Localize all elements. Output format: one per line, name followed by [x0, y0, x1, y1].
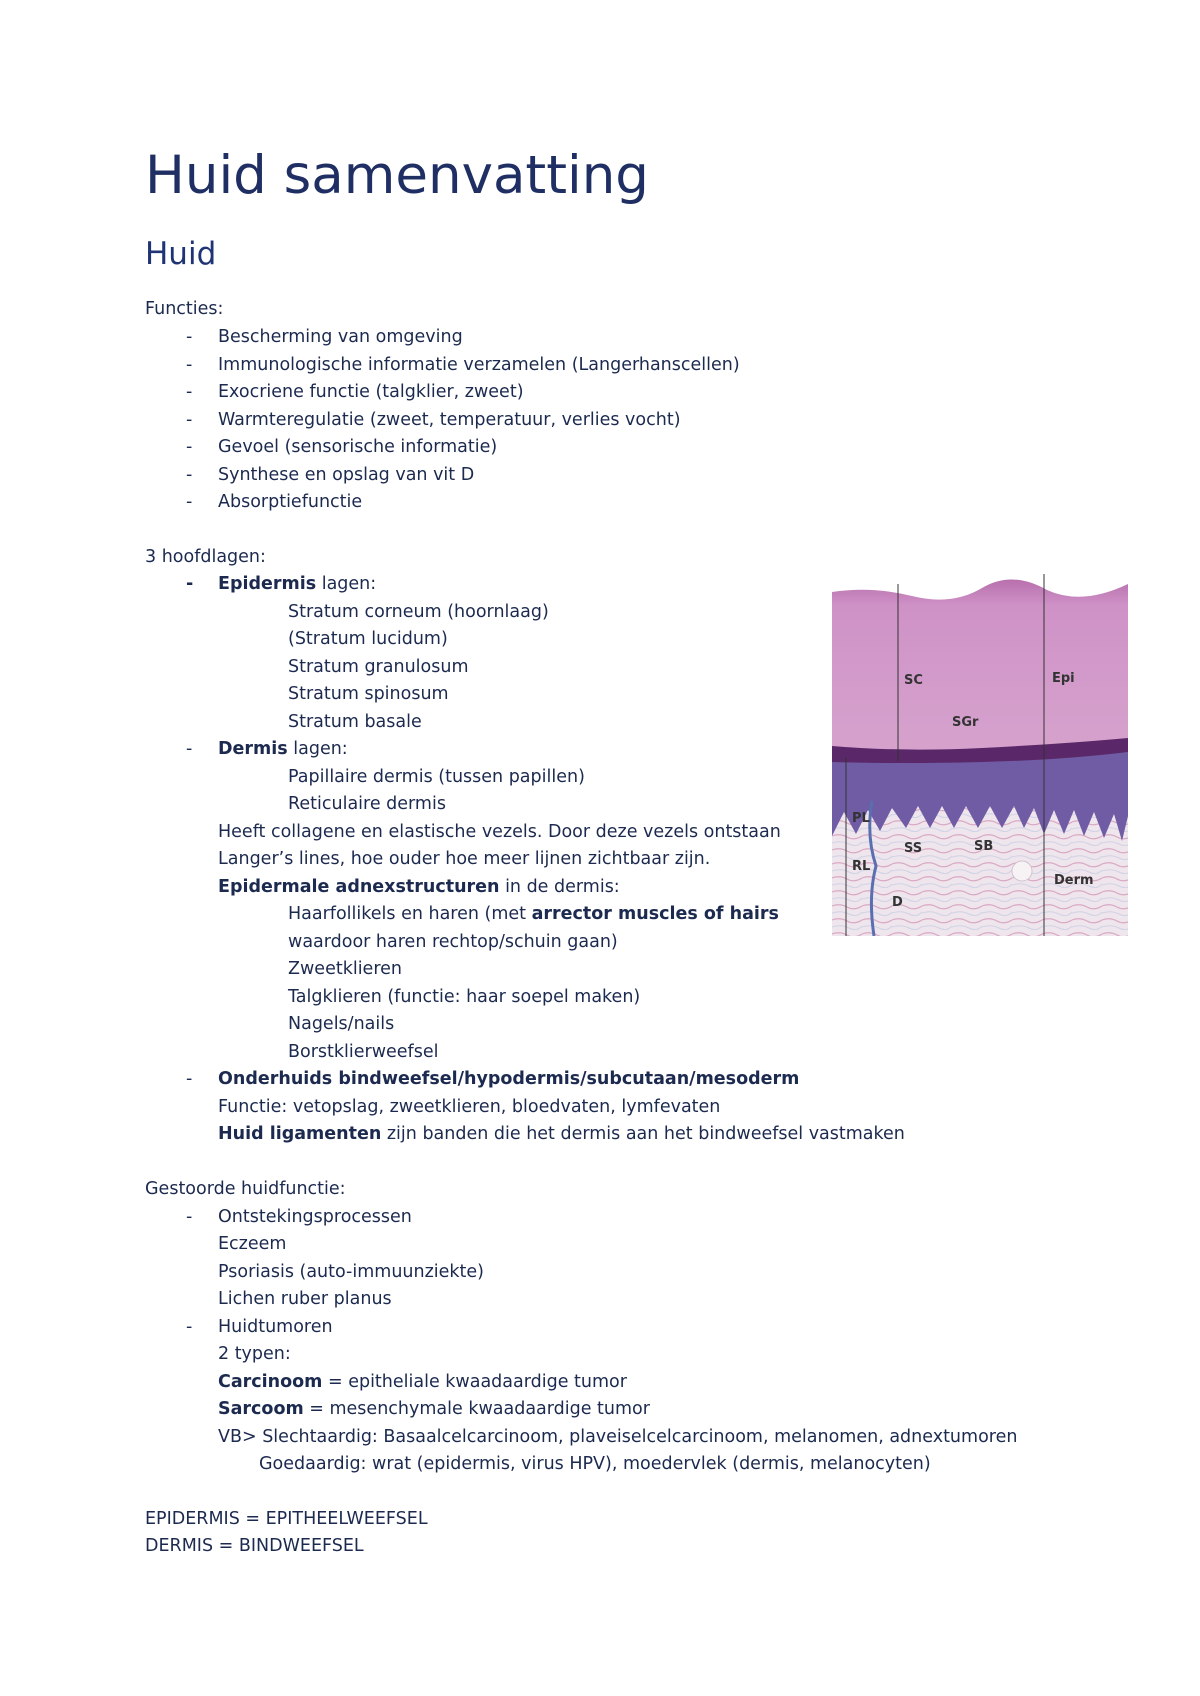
list-item: (Stratum lucidum) [288, 629, 448, 649]
gestoord-label: Gestoorde huidfunctie: [145, 1179, 346, 1199]
sarcoom-line [218, 1398, 650, 1420]
ligamenten-term: Huid ligamenten [218, 1124, 382, 1144]
summary-line: EPIDERMIS = EPITHEELWEEFSEL [145, 1509, 428, 1529]
document-title: Huid samenvatting [145, 145, 649, 206]
label-rl: RL [852, 859, 871, 874]
list-item: Stratum basale [288, 712, 422, 732]
onderhuid-functie: Functie: vetopslag, zweetklieren, bloedvaten, lymfevaten [218, 1097, 721, 1117]
skin-histology-image [832, 566, 1128, 936]
dermis-term: Dermis [218, 739, 288, 759]
list-item: Stratum spinosum [288, 684, 449, 704]
sarcoom-term: Sarcoom [218, 1399, 304, 1419]
list-item: Huidtumoren [218, 1317, 333, 1337]
adnex-term: Epidermale adnexstructuren [218, 877, 500, 897]
list-bullet: - [186, 437, 193, 457]
list-bullet: - [186, 355, 193, 375]
histology-svg [832, 566, 1128, 936]
lagen-label: 3 hoofdlagen: [145, 547, 266, 567]
label-pl: PL [852, 811, 870, 826]
label-ss: SS [904, 841, 923, 856]
list-bullet: - [186, 1317, 193, 1337]
list-item: Bescherming van omgeving [218, 327, 463, 347]
epidermis-rest: lagen: [316, 574, 377, 594]
list-bullet: - [186, 574, 194, 594]
list-item: Stratum corneum (hoornlaag) [288, 602, 549, 622]
ligamenten-rest: zijn banden die het dermis aan het bindweefsel vastmaken [381, 1124, 905, 1144]
list-bullet: - [186, 327, 193, 347]
list-bullet: - [186, 492, 193, 512]
carcinoom-term: Carcinoom [218, 1372, 323, 1392]
list-bullet: - [186, 739, 193, 759]
sarcoom-rest: = mesenchymale kwaadaardige tumor [303, 1399, 650, 1419]
dermis-text-1: Heeft collagene en elastische vezels. Door deze vezels ontstaan [218, 822, 781, 842]
label-sb: SB [974, 839, 994, 854]
adnex-heading [218, 876, 620, 898]
list-bullet: - [186, 1069, 193, 1089]
dermis-text-2: Langer’s lines, hoe ouder hoe meer lijnen zichtbaar zijn. [218, 849, 711, 869]
ligamenten-line [218, 1123, 905, 1145]
vb-line-2: Goedaardig: wrat (epidermis, virus HPV), moedervlek (dermis, melanocyten) [259, 1454, 931, 1474]
list-item: Warmteregulatie (zweet, temperatuur, verlies vocht) [218, 410, 681, 430]
list-item: Gevoel (sensorische informatie) [218, 437, 498, 457]
list-item: Lichen ruber planus [218, 1289, 392, 1309]
list-item: Exocriene functie (talgklier, zweet) [218, 382, 524, 402]
list-item: Borstklierweefsel [288, 1042, 439, 1062]
adnex-item-1-pre: Haarfollikels en haren (met [288, 904, 532, 924]
functies-label: Functies: [145, 299, 224, 319]
label-sgr: SGr [952, 715, 979, 730]
list-item: Psoriasis (auto-immuunziekte) [218, 1262, 484, 1282]
adnex-rest: in de dermis: [499, 877, 620, 897]
list-item: Reticulaire dermis [288, 794, 446, 814]
stratum-corneum-region [832, 579, 1128, 756]
summary-line: DERMIS = BINDWEEFSEL [145, 1536, 364, 1556]
label-d: D [892, 895, 903, 910]
list-item: Immunologische informatie verzamelen (Langerhanscellen) [218, 355, 740, 375]
arrector-term: arrector muscles of hairs [531, 904, 779, 924]
adnex-item-1 [288, 903, 779, 925]
list-item: Ontstekingsprocessen [218, 1207, 412, 1227]
vb-line-1: VB> Slechtaardig: Basaalcelcarcinoom, plaveiselcelcarcinoom, melanomen, adnextumoren [218, 1427, 1018, 1447]
list-item: Nagels/nails [288, 1014, 395, 1034]
list-bullet: - [186, 410, 193, 430]
list-item: Stratum granulosum [288, 657, 469, 677]
list-item: Eczeem [218, 1234, 287, 1254]
list-item: Zweetklieren [288, 959, 402, 979]
list-bullet: - [186, 1207, 193, 1227]
label-sc: SC [904, 673, 923, 688]
adnex-item-1-cont: waardoor haren rechtop/schuin gaan) [288, 932, 618, 952]
epidermis-heading [218, 573, 376, 595]
epidermis-term: Epidermis [218, 574, 317, 594]
label-epi: Epi [1052, 671, 1075, 686]
dermis-rest: lagen: [287, 739, 348, 759]
list-item: 2 typen: [218, 1344, 291, 1364]
list-item: Talgklieren (functie: haar soepel maken) [288, 987, 641, 1007]
list-item: Synthese en opslag van vit D [218, 465, 475, 485]
onderhuid-heading: Onderhuids bindweefsel/hypodermis/subcutaan/mesoderm [218, 1069, 800, 1089]
list-item: Papillaire dermis (tussen papillen) [288, 767, 585, 787]
section-heading-huid: Huid [145, 236, 217, 272]
carcinoom-line [218, 1371, 627, 1393]
list-item: Absorptiefunctie [218, 492, 363, 512]
list-bullet: - [186, 465, 193, 485]
label-derm: Derm [1054, 873, 1094, 888]
carcinoom-rest: = epitheliale kwaadaardige tumor [322, 1372, 627, 1392]
list-bullet: - [186, 382, 193, 402]
dermis-heading [218, 738, 348, 760]
